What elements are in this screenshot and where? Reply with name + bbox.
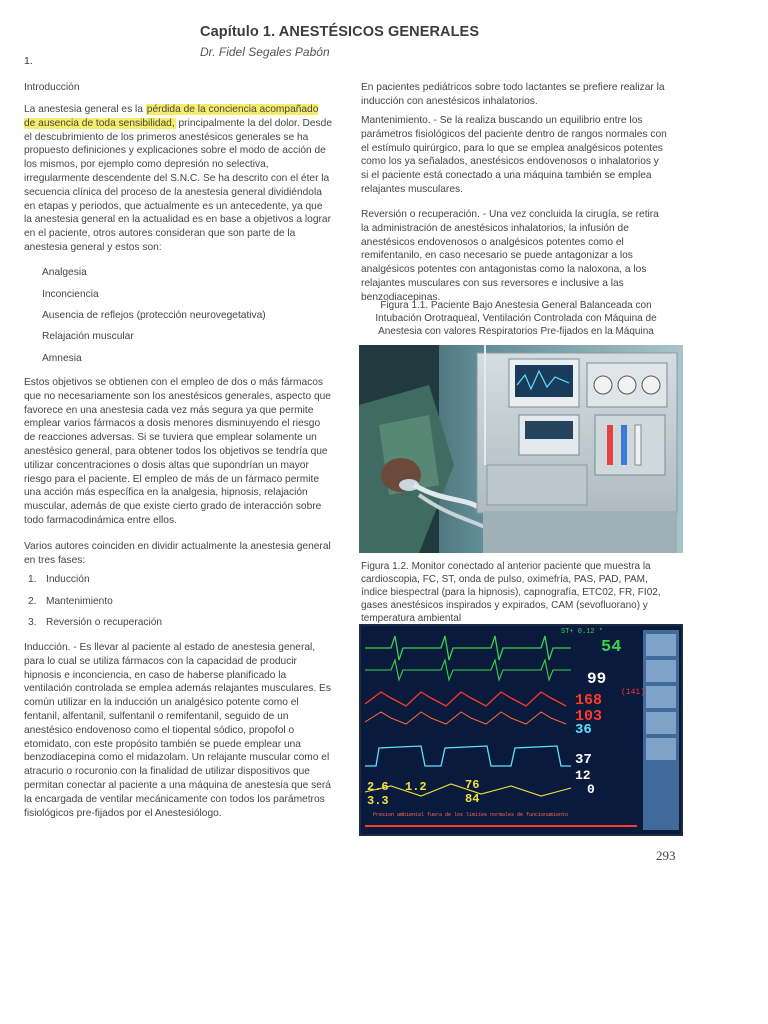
intro-paragraph	[24, 103, 332, 255]
monitor-temp-2: 1.2	[405, 780, 427, 794]
objective-item: Ausencia de reflejos (protección neurovegetativa)	[42, 310, 266, 321]
figure-1-caption: Figura 1.1. Paciente Bajo Anestesia General Balanceada con Intubación Orotraqueal, Ventilación Controlada con Máquina de Anestesia con valores Respiratorios Pre-fijados en la Máquina	[375, 300, 657, 337]
monitor-temp-1: 2.6	[367, 780, 389, 794]
objective-item: Relajación muscular	[42, 331, 134, 342]
figure-2-monitor-photo	[359, 624, 683, 836]
objective-item: Amnesia	[42, 353, 82, 364]
section-number: 1.	[24, 55, 33, 67]
phase-label: Mantenimiento	[46, 596, 113, 607]
figure-1-photo	[359, 345, 683, 553]
author-name: Dr. Fidel Segales Pabón	[200, 45, 330, 59]
objectives-paragraph: Estos objetivos se obtienen con el empleo de dos o más fármacos que no necesariamente son los anestésicos generales, aspecto que favorece en una anestesia cada vez más segura ya que permite emplear varios fármacos a dosis menores disminuyendo el riesgo de reacciones adversas. Si se tuviera que emplear solamente un anestésico general, para obtener todos los objetivos se tendría que utilizar concentraciones o dosis altas que supondrían un mayor riesgo para el paciente. El empleo de más de un fármaco permite una acción más específica en la analgesia, hipnosis, relajación muscular, además de que existe cierto grado de interacción sobre todo farmacodinámica entre ellos.	[24, 377, 331, 526]
reversion-paragraph: Reversión o recuperación. - Una vez concluida la cirugía, se retira la administración de anestésicos inhalatorios, la infusión de anestésicos endovenosos o analgésicos potentes como el remifentanilo, en caso necesario se puede antagonizar a los analgésicos potentes con antagonistas como la naloxona, a los relajantes musculares con sus reversores e inclusive a las benzodiacepinas.	[361, 209, 659, 303]
monitor-zero: 0	[587, 782, 595, 797]
phases-intro: Varios autores coinciden en dividir actualmente la anestesia general en tres fases:	[24, 541, 331, 566]
monitor-st: ST+ 0.12 *	[561, 628, 604, 636]
phase-label: Reversión o recuperación	[46, 617, 163, 628]
monitor-gas-2: 84	[465, 792, 480, 806]
phase-item	[28, 596, 113, 607]
intro-text-after: principalmente la del dolor. Desde el descubrimiento de los primeros anestésicos generales se ha propuesto definiciones y explicaciones sobre el modo de acción de los mismos, por ejemplo como depresión no selectiva, irregularmente descendente del S.N.C. Se ha descrito con el éter la secuencia clínica del proceso de la anestesia general dividiéndola en etapas y periodos, que actualmente es un antecedente, ya que la anestesia general en la actualidad es en base a objetivos a lograr en el paciente, otros autores consideran que son parte de la anestesia general y estos son:	[24, 117, 332, 253]
objective-item: Inconciencia	[42, 289, 99, 300]
monitor-hr: 54	[601, 638, 622, 657]
induccion-paragraph: Inducción. - Es llevar al paciente al estado de anestesia general, para lo cual se utiliza fármacos con la capacidad de producir hipnosis e inconciencia, en caso de haberse planificado la ventilación controlada se emplea además relajantes musculares. Es común utilizar en la inducción un analgésico potente como el fentanil, alfentanil, sulfentanil o remifentanil, seguido de un anestésico endovenoso como el tiopental sódico, propofol o etomidato, con este propósito también se puede emplear una benzodiacepina como el midazolam. Un relajante muscular como el atracurio o rocuronio con la finalidad de utilizar dispositivos que permitan conectar al paciente a una máquina de anestesia que será la encargada de ventilar mecánicamente con todos los parámetros fisiológicos pre-fijados por el Anestesiólogo.	[24, 642, 331, 819]
phase-item	[28, 617, 162, 628]
phase-number: 1.	[28, 574, 37, 585]
monitor-spo2: 99	[587, 670, 607, 688]
monitor-footer: Presion ambiental fuera de los limites normales de funcionamiento	[373, 812, 569, 818]
pediatric-paragraph: En pacientes pediátricos sobre todo lactantes se prefiere realizar la inducción con anestésicos inhalatorios.	[361, 82, 665, 107]
monitor-temp-3: 3.3	[367, 794, 389, 808]
monitor-gas-1: 76	[465, 778, 480, 792]
phase-label: Inducción	[46, 574, 90, 585]
monitor-fr: 12	[575, 768, 591, 783]
monitor-bis: 36	[575, 722, 592, 738]
phase-number: 3.	[28, 617, 37, 628]
mantenimiento-paragraph: Mantenimiento. - Se la realiza buscando un equilibrio entre los parámetros fisiológicos del paciente dentro de rangos normales con el estímulo quirúrgico, para lo que se emplea analgésicos potentes como los ya señalados, anestésicos endovenosos o inhalatorios y si el paciente está conectado a una máquina también se emplea relajantes musculares.	[361, 115, 667, 195]
intro-heading: Introducción	[24, 82, 80, 93]
intro-text-before: La anestesia general es la	[24, 104, 143, 115]
phase-number: 2.	[28, 596, 37, 607]
page-number: 293	[656, 848, 676, 863]
phase-item	[28, 574, 90, 585]
monitor-pressure-2: 103	[575, 708, 603, 725]
monitor-pressure-small: (141)	[621, 688, 646, 697]
monitor-pressure: 168	[575, 692, 603, 709]
objective-item: Analgesia	[42, 267, 87, 278]
monitor-rr: 37	[575, 752, 592, 768]
highlighted-definition: pérdida de la conciencia acompañado de ausencia de toda sensibilidad,	[24, 104, 319, 129]
chapter-title: Capítulo 1. ANESTÉSICOS GENERALES	[200, 24, 480, 40]
figure-2-caption: Figura 1.2. Monitor conectado al anterior paciente que muestra la cardioscopia, FC, ST, onda de pulso, oximefría, PAS, PAD, PAM, índice biespectral (para la hipnosis), capnografía, ETC02, FR, FI02, gases anestésicos inspirados y expirados, CAM (sevofluorano) y temperatura ambiental	[361, 561, 661, 624]
